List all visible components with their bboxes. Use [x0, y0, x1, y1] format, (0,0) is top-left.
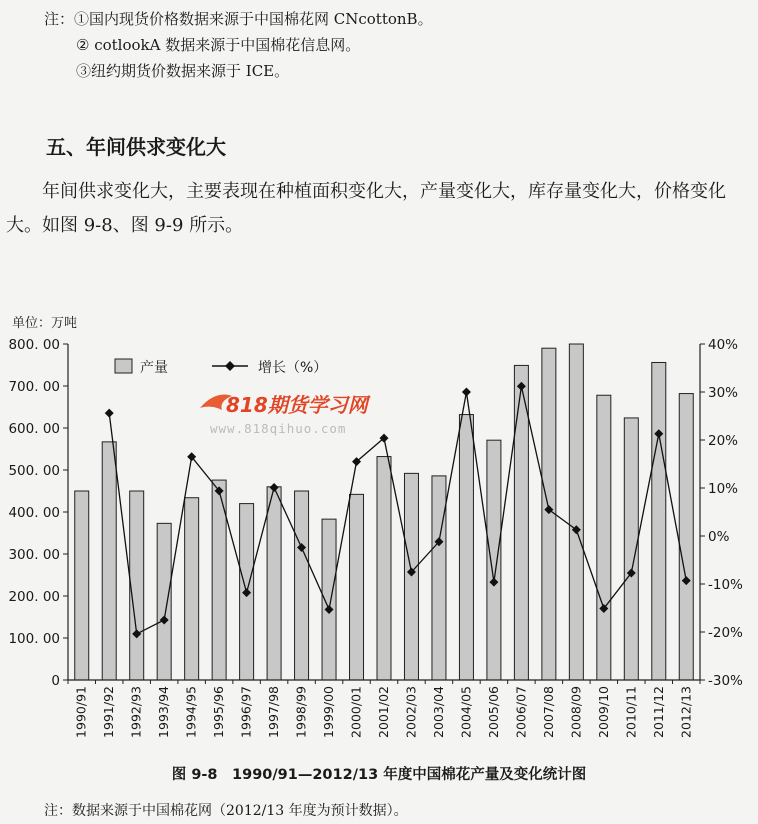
watermark: [200, 393, 372, 436]
right-axis-tick-label: 10%: [708, 481, 739, 497]
production-bar: [377, 457, 391, 680]
x-axis-category-label: 2008/09: [568, 686, 584, 738]
note-line-2: ② cotlookA 数据来源于中国棉花信息网。: [76, 36, 361, 54]
x-axis-category-label: 1993/94: [156, 686, 172, 738]
production-bar: [459, 415, 473, 680]
right-axis-tick-label: 30%: [708, 385, 739, 401]
left-axis-tick-label: 200. 00: [8, 589, 60, 605]
right-axis-tick-label: 40%: [708, 337, 739, 353]
x-axis-category-label: 2000/01: [348, 686, 364, 738]
production-bar: [487, 440, 501, 680]
x-axis-category-label: 1991/92: [101, 686, 117, 738]
chart-legend: [115, 359, 327, 376]
x-axis-category-label: 1998/99: [293, 686, 309, 738]
right-axis-tick-label: -20%: [708, 625, 743, 641]
production-bar: [267, 487, 281, 680]
x-axis-category-label: 2011/12: [650, 686, 666, 738]
x-axis-category-label: 1992/93: [128, 686, 144, 738]
production-bar: [652, 362, 666, 680]
section-heading: 五、年间供求变化大: [46, 135, 226, 159]
x-axis-category-label: 2006/07: [513, 686, 529, 738]
production-bar: [597, 395, 611, 680]
production-bar: [432, 476, 446, 680]
production-bar: [404, 473, 418, 680]
watermark-url-text: www.818qihuo.com: [210, 421, 347, 436]
left-axis-tick-label: 800. 00: [8, 337, 60, 353]
note-line-3: ③纽约期货价数据来源于 ICE。: [76, 62, 290, 80]
left-axis-tick-label: 400. 00: [8, 505, 60, 521]
growth-point-marker: [105, 409, 114, 418]
right-axis-tick-label: 0%: [708, 529, 730, 545]
production-bar: [514, 365, 528, 680]
right-axis-tick-label: -30%: [708, 673, 743, 689]
x-axis-category-label: 1996/97: [238, 686, 254, 738]
left-axis-tick-label: 700. 00: [8, 379, 60, 395]
figure-caption: 图 9-8 1990/91—2012/13 年度中国棉花产量及变化统计图: [171, 767, 587, 783]
production-bar: [569, 344, 583, 680]
production-bars: [75, 344, 694, 680]
watermark-logo-text: 818期货学习网: [226, 393, 368, 417]
x-axis-category-label: 1995/96: [211, 686, 227, 738]
production-bar: [679, 394, 693, 680]
production-bar: [75, 491, 89, 680]
legend-production-label: 产量: [140, 360, 168, 376]
x-axis-category-label: 1994/95: [183, 686, 199, 738]
production-bar: [130, 491, 144, 680]
left-axis-unit-label: 单位：万吨: [12, 316, 78, 331]
x-axis-category-label: 2005/06: [485, 686, 501, 738]
left-axis-tick-label: 500. 00: [8, 463, 60, 479]
legend-bar-swatch: [115, 359, 132, 373]
x-axis-category-label: 2001/02: [376, 686, 391, 738]
x-axis-category-label: 1999/00: [321, 686, 337, 738]
production-bar: [295, 491, 309, 680]
x-axis-category-label: 2003/04: [430, 686, 446, 738]
right-axis-tick-label: 20%: [708, 433, 739, 449]
x-axis-category-label: 2012/13: [678, 686, 694, 738]
x-axis-category-label: 1997/98: [266, 686, 282, 738]
note-line-1: 注：①国内现货价格数据来源于中国棉花网 CNcottonB。: [44, 10, 433, 28]
left-axis-tick-label: 300. 00: [8, 547, 60, 563]
x-axis-category-label: 2002/03: [403, 686, 419, 738]
production-bar: [185, 498, 199, 680]
right-axis-tick-label: -10%: [708, 577, 743, 593]
growth-point-marker: [462, 388, 471, 397]
production-bar: [157, 523, 171, 680]
x-axis-category-label: 2010/11: [623, 686, 639, 738]
left-axis-tick-label: 600. 00: [8, 421, 60, 437]
x-axis-category-label: 2009/10: [595, 686, 611, 738]
x-axis-category-label: 2004/05: [458, 686, 474, 738]
legend-growth-label: 增长（%）: [258, 360, 328, 376]
source-notes: [44, 6, 433, 84]
cotton-production-chart: [0, 300, 758, 760]
body-paragraph: 年间供求变化大，主要表现在种植面积变化大，产量变化大，库存量变化大，价格变化大。如图 9-8、图 9-9 所示。: [6, 181, 726, 236]
production-bar: [350, 494, 364, 680]
legend-diamond-marker: [225, 361, 235, 371]
production-bar: [102, 442, 116, 680]
x-axis-category-label: 2007/08: [540, 686, 556, 738]
left-axis-tick-label: 0: [51, 673, 60, 689]
left-axis-tick-label: 100. 00: [8, 631, 60, 647]
data-source-note: 注：数据来源于中国棉花网（2012/13 年度为预计数据）。: [44, 803, 408, 819]
x-axis-category-label: 1990/91: [73, 686, 89, 738]
